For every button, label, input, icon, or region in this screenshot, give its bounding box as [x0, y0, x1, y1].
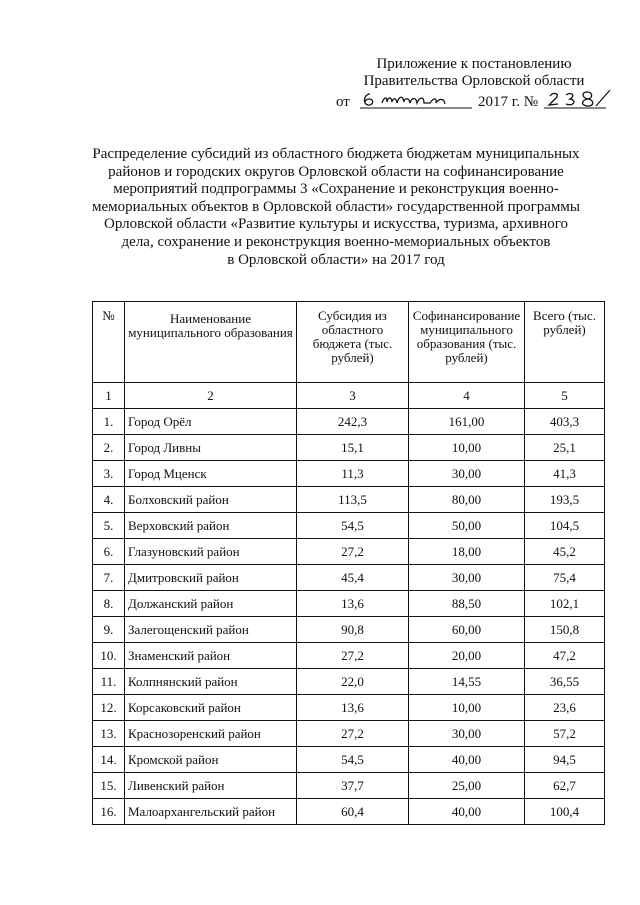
municipality-name-cell: Залегощенский район [125, 617, 297, 643]
subsidy-distribution-table [92, 301, 605, 825]
row-number-cell: 5. [93, 513, 125, 539]
approval-line-2: Правительства Орловской области [363, 73, 585, 89]
total-cell: 45,2 [525, 539, 605, 565]
total-cell: 23,6 [525, 695, 605, 721]
table-row [93, 435, 605, 461]
subsidy-cell: 113,5 [297, 487, 409, 513]
subsidy-cell: 45,4 [297, 565, 409, 591]
header-municipality: Наименование муниципального образования [125, 302, 297, 383]
municipality-name-cell: Должанский район [125, 591, 297, 617]
row-number-cell: 13. [93, 721, 125, 747]
total-cell: 100,4 [525, 799, 605, 825]
total-cell: 75,4 [525, 565, 605, 591]
municipality-name-cell: Ливенский район [125, 773, 297, 799]
table-row [93, 461, 605, 487]
table-row [93, 591, 605, 617]
cofinancing-cell: 30,00 [409, 721, 525, 747]
subsidy-cell: 15,1 [297, 435, 409, 461]
cofinancing-cell: 50,00 [409, 513, 525, 539]
title-line: дела, сохранение и реконструкция военно-мемориальных объектов [121, 233, 551, 250]
total-cell: 36,55 [525, 669, 605, 695]
row-number-cell: 16. [93, 799, 125, 825]
total-cell: 57,2 [525, 721, 605, 747]
row-number-cell: 10. [93, 643, 125, 669]
municipality-name-cell: Краснозоренский район [125, 721, 297, 747]
title-line: Орловской области «Развитие культуры и искусства, туризма, архивного [103, 216, 569, 233]
cofinancing-cell: 20,00 [409, 643, 525, 669]
table-header-row [93, 302, 605, 383]
subsidy-cell: 60,4 [297, 799, 409, 825]
table-row [93, 747, 605, 773]
row-number-cell: 1. [93, 409, 125, 435]
table-row [93, 643, 605, 669]
table-row [93, 539, 605, 565]
handwritten-number [544, 88, 616, 112]
cofinancing-cell: 88,50 [409, 591, 525, 617]
municipality-name-cell: Город Орёл [125, 409, 297, 435]
header-total: Всего (тыс. рублей) [525, 302, 605, 383]
title-line: Распределение субсидий из областного бюджета бюджетам муниципальных [92, 146, 580, 162]
total-cell: 25,1 [525, 435, 605, 461]
subsidy-cell: 242,3 [297, 409, 409, 435]
table-row [93, 513, 605, 539]
table-row [93, 721, 605, 747]
total-cell: 193,5 [525, 487, 605, 513]
row-number-cell: 8. [93, 591, 125, 617]
row-number-cell: 11. [93, 669, 125, 695]
total-cell: 62,7 [525, 773, 605, 799]
row-number-cell: 15. [93, 773, 125, 799]
year-label: 2017 г. № [478, 94, 539, 110]
municipality-name-cell: Малоархангельский район [125, 799, 297, 825]
title-line: в Орловской области» на 2017 год [227, 251, 445, 268]
date-prefix: от [336, 94, 350, 110]
table-row [93, 799, 605, 825]
header-number: № [93, 302, 125, 383]
municipality-name-cell: Дмитровский район [125, 565, 297, 591]
column-number: 4 [409, 383, 525, 409]
column-number: 5 [525, 383, 605, 409]
row-number-cell: 14. [93, 747, 125, 773]
table-row [93, 695, 605, 721]
cofinancing-cell: 18,00 [409, 539, 525, 565]
subsidy-cell: 22,0 [297, 669, 409, 695]
approval-date-line [336, 92, 616, 114]
column-number: 2 [125, 383, 297, 409]
document-title [70, 146, 602, 269]
subsidy-cell: 13,6 [297, 591, 409, 617]
subsidy-cell: 27,2 [297, 539, 409, 565]
cofinancing-cell: 14,55 [409, 669, 525, 695]
subsidy-cell: 54,5 [297, 513, 409, 539]
cofinancing-cell: 25,00 [409, 773, 525, 799]
municipality-name-cell: Болховский район [125, 487, 297, 513]
cofinancing-cell: 10,00 [409, 435, 525, 461]
cofinancing-cell: 60,00 [409, 617, 525, 643]
municipality-name-cell: Город Мценск [125, 461, 297, 487]
total-cell: 102,1 [525, 591, 605, 617]
row-number-cell: 3. [93, 461, 125, 487]
row-number-cell: 2. [93, 435, 125, 461]
municipality-name-cell: Город Ливны [125, 435, 297, 461]
cofinancing-cell: 80,00 [409, 487, 525, 513]
title-line: районов и городских округов Орловской области на софинансирование [108, 163, 564, 180]
cofinancing-cell: 40,00 [409, 799, 525, 825]
cofinancing-cell: 30,00 [409, 565, 525, 591]
subsidy-cell: 11,3 [297, 461, 409, 487]
approval-line-1: Приложение к постановлению [376, 56, 572, 72]
subsidy-cell: 27,2 [297, 721, 409, 747]
municipality-name-cell: Верховский район [125, 513, 297, 539]
cofinancing-cell: 161,00 [409, 409, 525, 435]
column-number: 3 [297, 383, 409, 409]
total-cell: 47,2 [525, 643, 605, 669]
total-cell: 41,3 [525, 461, 605, 487]
municipality-name-cell: Глазуновский район [125, 539, 297, 565]
subsidy-cell: 90,8 [297, 617, 409, 643]
total-cell: 104,5 [525, 513, 605, 539]
column-number-row [93, 383, 605, 409]
row-number-cell: 7. [93, 565, 125, 591]
subsidy-cell: 13,6 [297, 695, 409, 721]
municipality-name-cell: Корсаковский район [125, 695, 297, 721]
municipality-name-cell: Знаменский район [125, 643, 297, 669]
table-row [93, 487, 605, 513]
header-cofinancing: Софинансирование муниципального образования (тыс. рублей) [409, 302, 525, 383]
table-row [93, 409, 605, 435]
subsidy-cell: 37,7 [297, 773, 409, 799]
cofinancing-cell: 30,00 [409, 461, 525, 487]
header-subsidy: Субсидия из областного бюджета (тыс. рублей) [297, 302, 409, 383]
cofinancing-cell: 10,00 [409, 695, 525, 721]
column-number: 1 [93, 383, 125, 409]
row-number-cell: 4. [93, 487, 125, 513]
cofinancing-cell: 40,00 [409, 747, 525, 773]
row-number-cell: 12. [93, 695, 125, 721]
total-cell: 94,5 [525, 747, 605, 773]
title-line: мероприятий подпрограммы 3 «Сохранение и реконструкция военно- [113, 181, 559, 198]
handwritten-date [360, 88, 474, 112]
approval-block [340, 56, 608, 90]
total-cell: 150,8 [525, 617, 605, 643]
row-number-cell: 6. [93, 539, 125, 565]
table-row [93, 617, 605, 643]
table-row [93, 669, 605, 695]
total-cell: 403,3 [525, 409, 605, 435]
row-number-cell: 9. [93, 617, 125, 643]
municipality-name-cell: Кромской район [125, 747, 297, 773]
title-line: мемориальных объектов в Орловской области» государственной программы [92, 198, 580, 215]
subsidy-cell: 27,2 [297, 643, 409, 669]
table-row [93, 565, 605, 591]
municipality-name-cell: Колпнянский район [125, 669, 297, 695]
table-row [93, 773, 605, 799]
subsidy-cell: 54,5 [297, 747, 409, 773]
